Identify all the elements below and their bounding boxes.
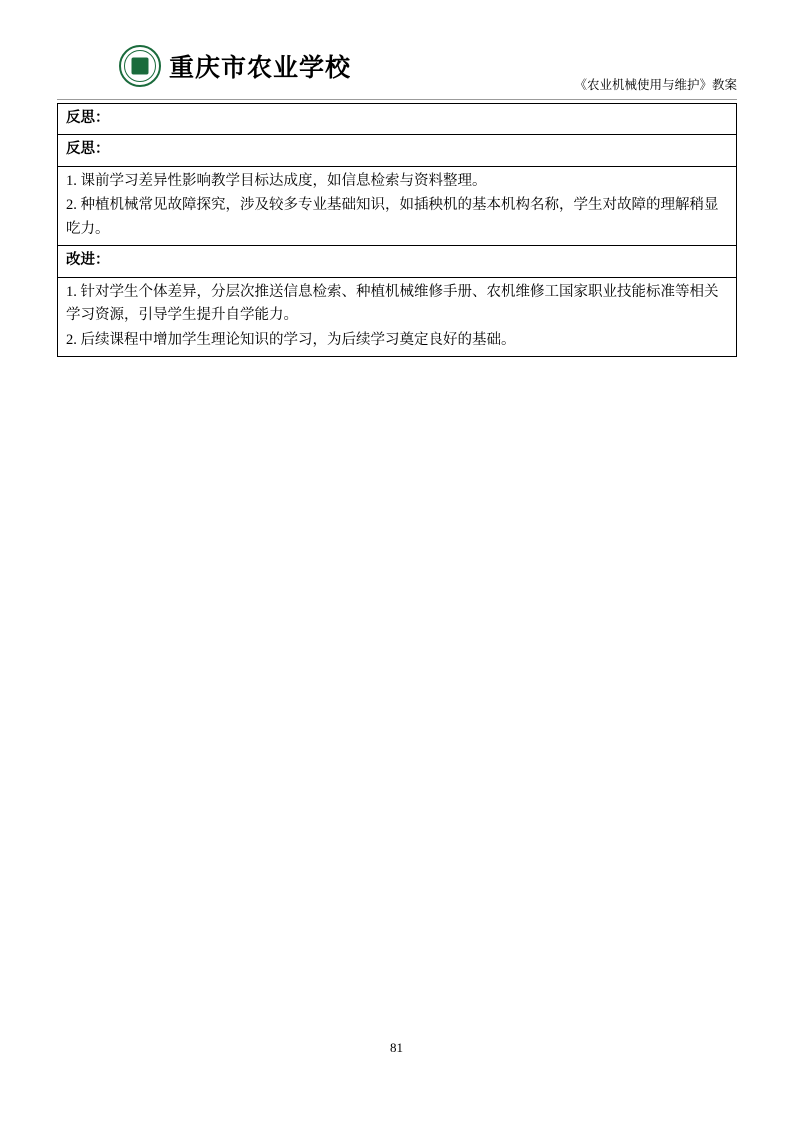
table-row-improvement-body (58, 278, 736, 356)
table-row-improvement-header (58, 246, 736, 277)
cell-text: 反思： (66, 110, 110, 126)
table-row-reflection-header-1 (58, 104, 736, 135)
cell-text-line-1: 1. 课前学习差异性影响教学目标达成度，如信息检索与资料整理。 (66, 172, 487, 189)
page-number: 81 (390, 1040, 403, 1055)
page-header (57, 45, 737, 100)
cell-text-line-2: 2. 种植机械常见故障探究，涉及较多专业基础知识，如插秧机的基本机构名称，学生对故障的理解稍显吃力。 (66, 197, 719, 237)
table-row-reflection-header-2 (58, 135, 736, 166)
cell-text-line-1: 1. 针对学生个体差异，分层次推送信息检索、种植机械维修手册、农机维修工国家职业技能标准等相关学习资源，引导学生提升自学能力。 (66, 283, 719, 324)
school-seal-icon (119, 45, 161, 87)
table-row-reflection-body (58, 167, 736, 246)
cell-text: 改进： (66, 252, 110, 269)
school-name: 重庆市农业学校 (169, 55, 352, 82)
lesson-plan-table (57, 103, 737, 357)
header-divider (57, 99, 737, 100)
school-seal-core-icon (132, 58, 149, 75)
cell-text: 反思： (66, 141, 110, 158)
page-footer (0, 1040, 793, 1056)
cell-text-line-2: 2. 后续课程中增加学生理论知识的学习，为后续学习奠定良好的基础。 (66, 331, 516, 348)
document-title: 《农业机械使用与维护》教案 (574, 78, 737, 92)
school-brand (119, 45, 351, 87)
